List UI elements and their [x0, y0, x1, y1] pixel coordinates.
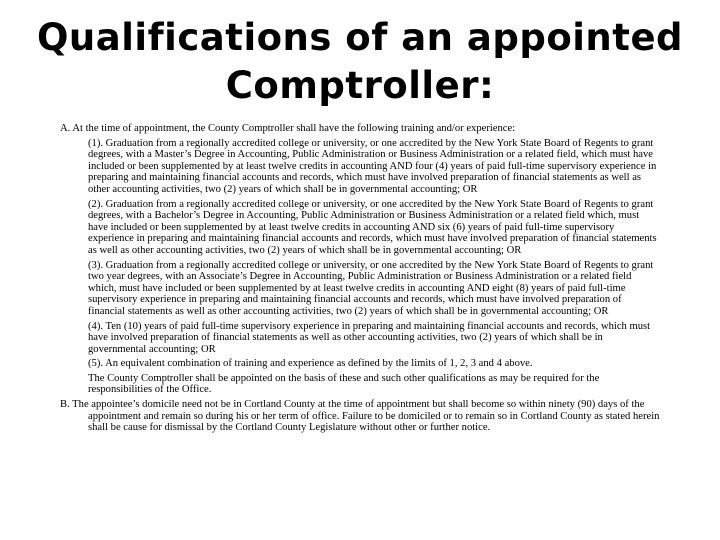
appointment-basis-note: The County Comptroller shall be appointed on the basis of these and such other qualifications as may be required for the responsibilities of the Office.	[88, 372, 600, 396]
qualification-item-2: (2). Graduation from a regionally accredited college or university, or one accredited by the New York State Board of Regents to grant degrees, with a Bachelor’s Degree in Accounting, Public Administration or Business Administration or a related field which, must have included or been supplemented by at least twelve credits in accounting AND six (6) years of paid full-time supervisory experience in preparing and maintaining financial accounts and records, which must have involved preparation of financial statements as well as other accounting activities, two (2) years of which shall be in governmental accounting; OR	[88, 198, 657, 256]
section-a-lead: A. At the time of appointment, the County Comptroller shall have the following training and/or experience:	[60, 123, 516, 134]
slide-body	[60, 123, 660, 434]
qualification-item-3: (3). Graduation from a regionally accredited college or university, or one accredited by the New York State Board of Regents to grant two year degrees, with an Associate’s Degree in Accounting, Public Administration or Business Administration or a related field which, must have included or been supplemented by at least twelve credits in accounting AND eight (8) years of paid full-time supervisory experience in preparing and maintaining financial accounts and records, which must have involved preparation of financial statements as well as other accounting activities, two (2) years of which shall be in governmental accounting; OR	[88, 259, 654, 317]
qualification-item-5: (5). An equivalent combination of training and experience as defined by the limits of 1, 2, 3 and 4 above.	[88, 358, 533, 370]
slide-title: Qualifications of an appointed Comptroller:	[36, 16, 684, 107]
qualification-item-1: (1). Graduation from a regionally accredited college or university, or one accredited by the New York State Board of Regents to grant degrees, with a Master’s Degree in Accounting, Public Administration or Business Administration or a related field, which must have included or been supplemented by at least twelve credits in accounting AND four (4) years of paid full-time supervisory experience in preparing and maintaining financial accounts and records, which must have involved preparation of financial statements as well as other accounting activities, two (2) years of which shall be in governmental accounting; OR	[88, 137, 657, 195]
qualification-item-4: (4). Ten (10) years of paid full-time supervisory experience in preparing and maintaining financial accounts and records, which must have involved preparation of financial statements as well as other accounting activities, two (2) years of which shall be in governmental accounting; OR	[88, 320, 651, 355]
section-b-text: B. The appointee’s domicile need not be in Cortland County at the time of appointment but shall become so within ninety (90) days of the appointment and remain so during his or her term of office. Failure to be domiciled or to remain so in Cortland County as stated herein shall be cause for dismissal by the Cortland County Legislature without other or further notice.	[60, 399, 660, 434]
